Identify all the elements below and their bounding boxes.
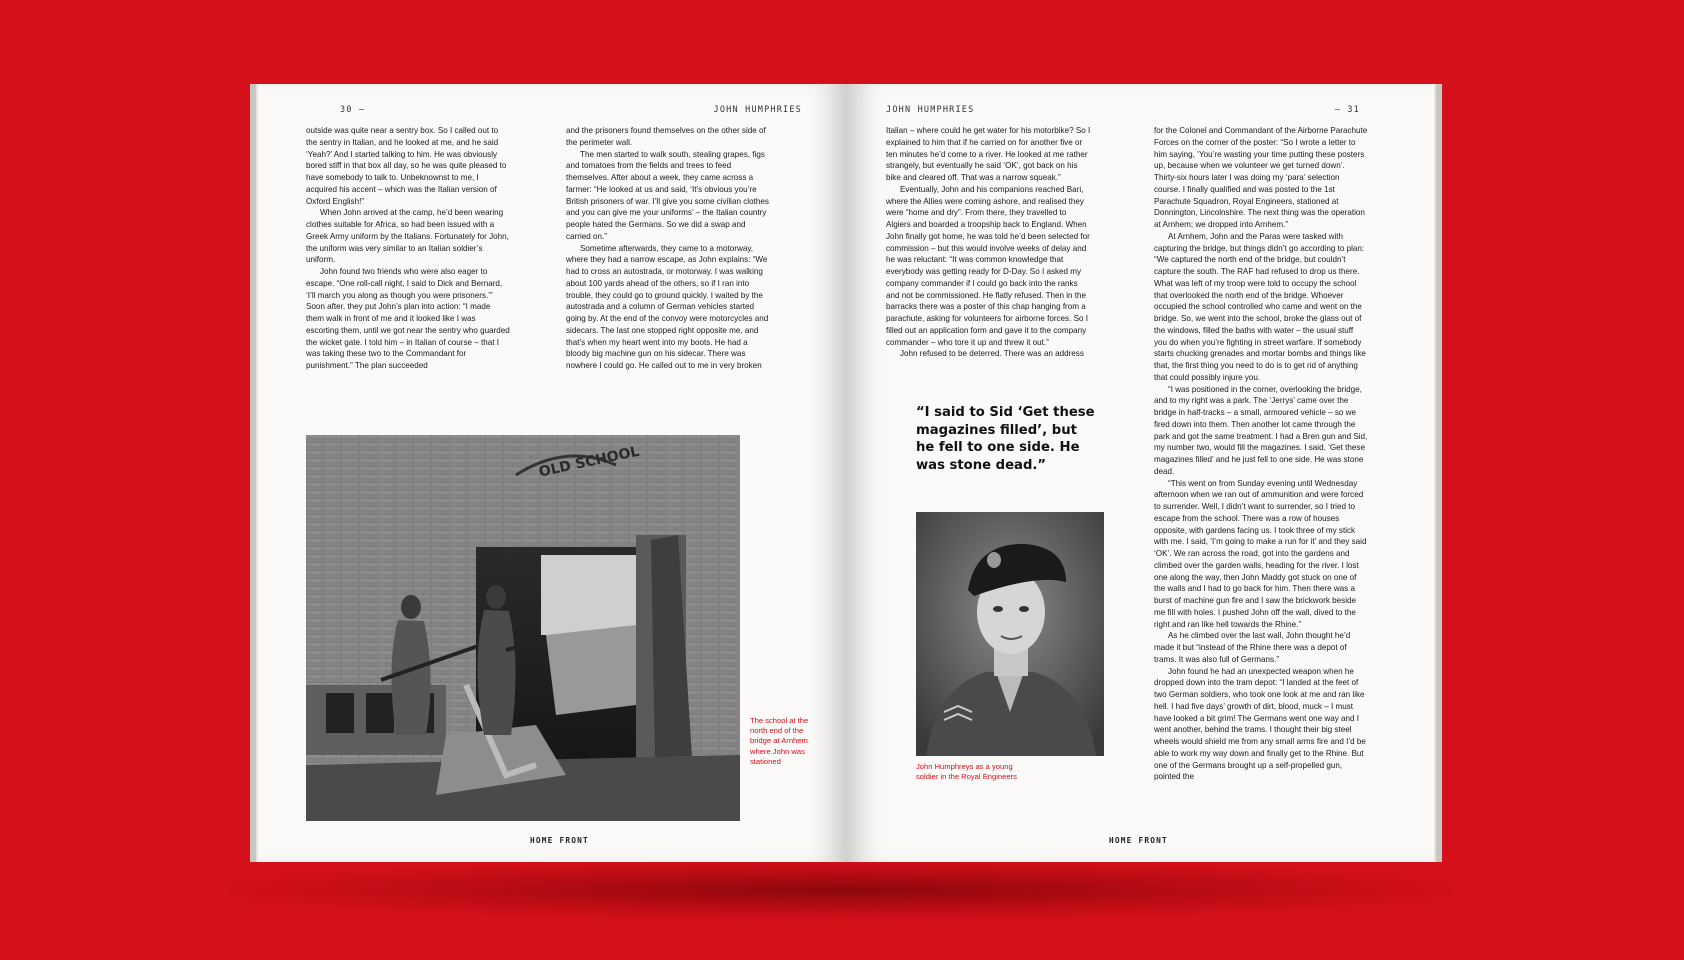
text-column-2 xyxy=(566,125,770,372)
paragraph: Italian – where could he get water for his motorbike? So I explained to him that if he carried on for another five or ten minutes he’d come to a river. He looked at me rather strangely, but eventually he said ‘OK’, got back on his bike and cleared off. That was a narrow squeak.” xyxy=(886,126,1091,182)
right-page xyxy=(846,84,1442,862)
page-edge xyxy=(254,84,258,862)
paragraph: John found two friends who were also eager to escape. “One roll-call night, I said to Dick and Bernard, ‘I’ll march you along as though you were prisoners.’” Soon after, they put John’s plan into action: “I made them walk in front of me and it looked like I was escorting them, until we got near the sentry who guarded the wicket gate. I told him – in Italian of course – that I was taking these two to the Commandant for punishment.” The plan succeeded xyxy=(306,267,510,370)
paragraph: and the prisoners found themselves on the other side of the perimeter wall. xyxy=(566,126,766,147)
paragraph: “This went on from Sunday evening until Wednesday afternoon when we ran out of ammunition and were forced to surrender. Well, I didn’t want to surrender, so I tried to escape from the school. There was a row of houses opposite, with gardens facing us. I took three of my stick with me. I said, ‘I’m going to make a run for it’ and they said ‘OK’. We ran across the road, got into the gardens and climbed over the garden walls, heading for the river. I lost one along the way, then John Maddy got stuck on one of the walls and I had to go back for him. Then there was a burst of machine gun fire and I saw the brickwork beside me fill with holes. I pushed John off the wall, dived to the right and ran like hell towards the Rhine.” xyxy=(1154,478,1367,629)
text-column-1 xyxy=(886,125,1092,360)
paragraph: John refused to be deterred. There was an address xyxy=(900,349,1084,359)
paragraph: “I was positioned in the corner, overlooking the bridge, and to my right was a park. The ‘Jerrys’ came over the bridge in half-tracks – a small, armoured vehicle – so we fired down into them. Then another lot came through the park and got the same treatment. I had a Bren gun and Sid, my number two, would fill the magazines. I said, ‘Get these magazines filled’ and he just fell to one side. He was stone dead. xyxy=(1154,384,1368,476)
paragraph: When John arrived at the camp, he’d been wearing clothes suitable for Africa, so had been issued with a Greek Army uniform by the Italians. Fortunately for John, the uniform was very similar to an Italian soldier’s uniform. xyxy=(306,208,509,265)
page-number-right: — 31 xyxy=(1334,105,1360,115)
paragraph: Eventually, John and his companions reached Bari, where the Allies were coming ashore, and realised they were “home and dry”. From there, they travelled to Algiers and boarded a troopship back to England. When John finally got home, he was told he’d been selected for commission – but this would involve weeks of delay and he was reluctant: “It was common knowledge that everybody was getting ready for D-Day. So I asked my company commander if I could go back into the ranks and not be commissioned. He flatly refused. Then in the barracks there was a poster of this chap hanging from a parachute, asking for volunteers for airborne forces. So I filled out an application form and gave it to the company commander – who tore it up and threw it out.” xyxy=(886,184,1090,347)
paragraph: outside was quite near a sentry box. So I called out to the sentry in Italian, and he looked at me, and he said ‘Yeah?’ And I started talking to him. He was obviously bored stiff in that box all day, so he was quite pleased to have somebody to talk to. Unbeknownst to me, I acquired his accent – which was the Italian version of Oxford English!” xyxy=(306,126,507,206)
footer-right: HOME FRONT xyxy=(1109,836,1168,845)
school-sign-text: OLD SCHOOL xyxy=(537,443,641,481)
paragraph: Sometime afterwards, they came to a motorway, where they had a narrow escape, as John explains: “We had to cross an autostrada, or motorway. I was walking about 100 yards ahead of the others, so if I ran into trouble, they could go to ground quickly. I waited by the autostrada and a column of German vehicles started going by. At the end of the convoy were motorcycles and sidecars. The last one stopped right opposite me, and that’s when my heart went into my boots. He had a bloody big machine gun on his sidecar. There was nowhere I could go. He called out to me in very broken xyxy=(566,243,769,370)
photo-caption-right: John Humphreys as a young soldier in the Royal Engineers xyxy=(916,762,1017,782)
text-column-1 xyxy=(306,125,510,372)
magazine-shadow xyxy=(230,860,1454,920)
magazine-spread xyxy=(250,84,1442,862)
pull-quote: “I said to Sid ‘Get these magazines filled’, but he fell to one side. He was stone dead.” xyxy=(916,405,1095,473)
paragraph: As he climbed over the last wall, John thought he’d made it but “instead of the Rhine there was a depot of trams. It was also full of Germans.” xyxy=(1154,631,1351,664)
soldier-portrait-photo xyxy=(916,512,1104,756)
paragraph: for the Colonel and Commandant of the Airborne Parachute Forces on the corner of the poster: “So I wrote a letter to him saying, ‘You’re wasting your time putting these posters up, because when we volunteer we get turned down’. Thirty-six hours later I was doing my ‘para’ selection course. I finally qualified and was posted to the 1st Parachute Squadron, Royal Engineers, stationed at Donnington, Lincolnshire. The next thing was the operation at Arnhem; we dropped into Arnhem.” xyxy=(1154,126,1368,229)
running-head-left: JOHN HUMPHRIES xyxy=(713,105,802,115)
paragraph: John found he had an unexpected weapon when he dropped down into the tram depot: “I landed at the feet of two German soldiers, who took one look at me and ran like hell. I had five days’ growth of dirt, blood, muck – I must have looked a bit grim! The Germans went one way and I went another, behind the trams. I thought their big steel wheels would shield me from any small arms fire and I’d be able to work my way down and finally get to the Rhine. But one of the Germans brought up a self-propelled gun, pointed the xyxy=(1154,666,1366,782)
page-edge xyxy=(1434,84,1438,862)
left-page xyxy=(250,84,846,862)
text-column-2 xyxy=(1154,125,1368,783)
footer-left: HOME FRONT xyxy=(530,836,589,845)
paragraph: At Arnhem, John and the Paras were tasked with capturing the bridge, but things didn’t go according to plan: “We captured the north end of the bridge, but couldn’t capture the south. The RAF had refused to drop us there. What was left of my troop were told to occupy the school that overlooked the north end of the bridge. Whoever occupied the school controlled who came and went on the bridge. So, we went into the school, broke the glass out of the windows, filled the baths with water – the usual stuff you do when you’re fighting in street warfare. If somebody starts chucking grenades and mortar bombs and things like that, the first thing you need to do is to get rid of anything that could possibly injure you. xyxy=(1154,231,1366,382)
photo-caption-left: The school at the north end of the bridge at Arnhem where John was stationed xyxy=(750,716,809,766)
page-number-left: 30 — xyxy=(340,105,366,115)
arnhem-school-photo xyxy=(306,435,740,821)
running-head-right: JOHN HUMPHRIES xyxy=(886,105,975,115)
paragraph: The men started to walk south, stealing grapes, figs and tomatoes from the fields and trees to feed themselves. After about a week, they came across a farmer: “He looked at us and said, ‘It’s obvious you’re British prisoners of war. I’ll give you some civilian clothes and you can give me your uniforms’ – the Italian country people hated the Germans. So we did a swap and carried on.” xyxy=(566,149,769,241)
